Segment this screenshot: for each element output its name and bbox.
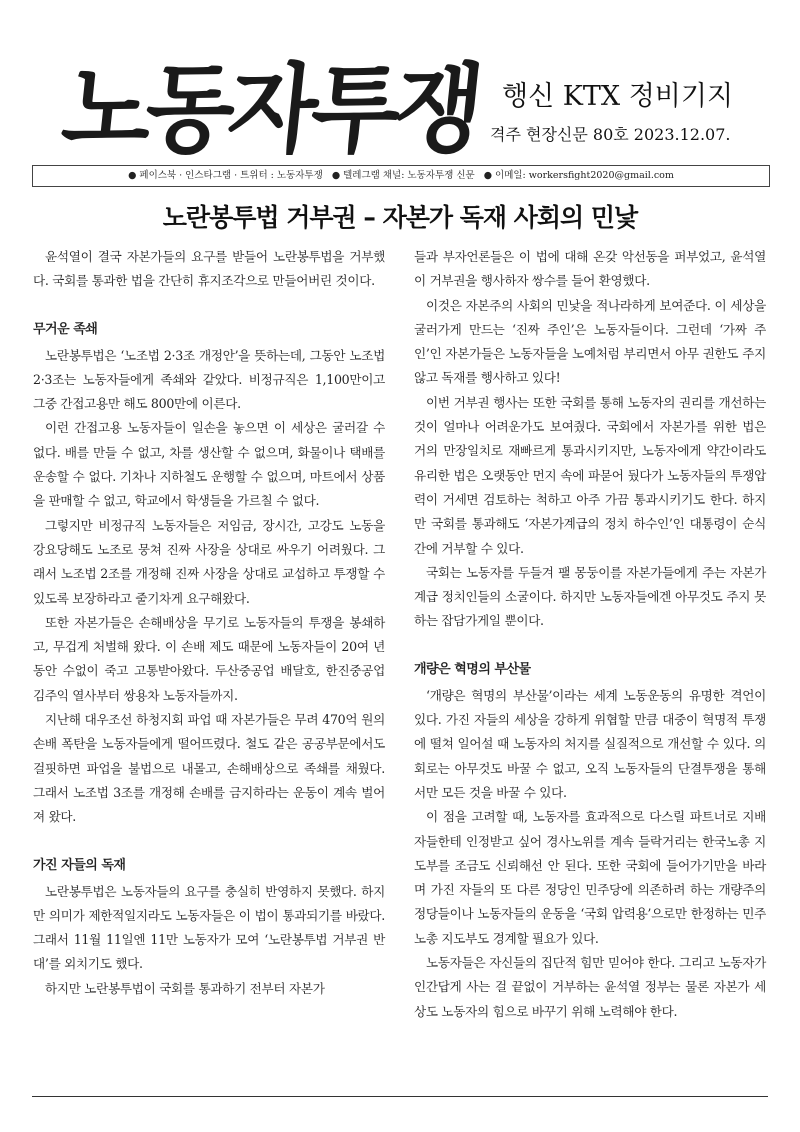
paragraph: 하지만 노란봉투법이 국회를 통과하기 전부터 자본가 (45, 980, 325, 996)
telegram-info: ● 텔레그램 채널: 노동자투쟁 신문 (331, 170, 475, 181)
paragraph: 노란봉투법은 ‘노조법 2·3조 개정안’을 뜻하는데, 그동안 노조법 2·3조는 노동자들에게 족쇄와 같았다. 비정규직은 1,100만이고 그중 간접고용만 해도 800만에 이른다. (33, 347, 385, 412)
newspaper-logo: 노동자투쟁 (57, 53, 484, 166)
email-info: ● 이메일: workersfight2020@gmail.com (483, 170, 674, 181)
paragraph: 그렇지만 비정규직 노동자들은 저임금, 장시간, 고강도 노동을 강요당해도 노조로 뭉쳐 진짜 사장을 상대로 싸우기 어려웠다. 그래서 노조법 2조를 개정해 진짜 사장을 상대로 교섭하고 투쟁할 수 있도록 보장하라고 줄기차게 요구해왔다. (33, 517, 385, 606)
bottom-divider (32, 1096, 768, 1097)
workplace-title: 행신 KTX 정비기지 (502, 81, 734, 112)
paragraph: 노란봉투법은 노동자들의 요구를 충실히 반영하지 못했다. 하지만 의미가 제한적일지라도 노동자들은 이 법이 통과되기를 바랐다. 그래서 11월 11일엔 11만 노동자가 모여 ‘노란봉투법 거부권 반대’를 외치기도 했다. (33, 883, 385, 972)
paragraph: 이 점을 고려할 때, 노동자를 효과적으로 다스릴 파트너로 지배자들한테 인정받고 싶어 경사노위를 계속 들락거리는 한국노총 지도부를 조금도 신뢰해선 안 된다. 또한 국회에 들어가기만을 바라며 가진 자들의 또 다른 정당인 민주당에 의존하려 하는 개량주의 정당들이나 노동자들의 운동을 ‘국회 압력용’으로만 한정하는 민주노총 지도부도 경계할 필요가 있다. (414, 809, 766, 946)
paragraph: 이번 거부권 행사는 또한 국회를 통해 노동자의 권리를 개선하는 것이 얼마나 어려운가도 보여줬다. 국회에서 자본가를 위한 법은 거의 만장일치로 재빠르게 통과시키지만, 노동자에게 약간이라도 유리한 법은 오랫동안 먼지 속에 파묻어 뒀다가 노동자들의 투쟁압력이 거세면 검토하는 척하고 아주 가끔 통과시키기도 한다. 하지만 국회를 통과해도 ‘자본가계급의 정치 하수인’인 대통령이 순식간에 거부할 수 있다. (414, 394, 766, 556)
paragraph: 이런 간접고용 노동자들이 일손을 놓으면 이 세상은 굴러갈 수 없다. 배를 만들 수 없고, 차를 생산할 수 없으며, 화물이나 택배를 운송할 수 없다. 기차나 지하철도 운행할 수 없으며, 마트에서 상품을 판매할 수 없고, 학교에서 학생들을 가르칠 수 없다. (33, 420, 385, 509)
contact-bar (32, 165, 770, 187)
article-headline: 노란봉투법 거부권 – 자본가 독재 사회의 민낯 (162, 203, 638, 232)
paragraph: 윤석열이 결국 자본가들의 요구를 받들어 노란봉투법을 거부했다. 국회를 통과한 법을 간단히 휴지조각으로 만들어버린 것이다. (33, 249, 385, 289)
right-column (414, 245, 766, 1024)
issue-info: 격주 현장신문 80호 2023.12.07. (490, 125, 731, 144)
masthead (32, 40, 772, 165)
sns-info: ● 페이스북 · 인스타그램 · 트위터 : 노동자투쟁 (128, 170, 323, 181)
paragraph: 들과 부자언론들은 이 법에 대해 온갖 악선동을 퍼부었고, 윤석열이 거부권을 행사하자 쌍수를 들어 환영했다. (414, 249, 766, 289)
paragraph: ‘개량은 혁명의 부산물’이라는 세계 노동운동의 유명한 격언이 있다. 가진 자들의 세상을 강하게 위협할 만큼 대중이 혁명적 투쟁에 떨쳐 일어설 때 노동자의 처지를 실질적으로 개선할 수 있다. 의회로는 아무것도 바꿀 수 없고, 오직 노동자들의 단결투쟁을 통해서만 모든 것을 바꿀 수 있다. (414, 687, 766, 800)
paragraph: 지난해 대우조선 하청지회 파업 때 자본가들은 무려 470억 원의 손배 폭탄을 노동자들에게 떨어뜨렸다. 철도 같은 공공부문에서도 걸핏하면 파업을 불법으로 내몰고, 손해배상으로 족쇄를 채웠다. 그래서 노조법 3조를 개정해 손배를 금지하라는 운동이 계속 벌어져 왔다. (33, 712, 385, 825)
paragraph: 이것은 자본주의 사회의 민낯을 적나라하게 보여준다. 이 세상을 굴러가게 만드는 ‘진짜 주인’은 노동자들이다. 그런데 ‘가짜 주인’인 자본가들은 노동자들을 노예처럼 부리면서 아무 권한도 주지 않고 독재를 행사하고 있다! (414, 297, 766, 386)
paragraph: 국회는 노동자를 두들겨 팰 몽둥이를 자본가들에게 주는 자본가계급 정치인들의 소굴이다. 하지만 노동자들에겐 아무것도 주지 못하는 잡담가게일 뿐이다. (414, 564, 766, 629)
left-column (33, 245, 385, 1001)
section-heading: 무거운 족쇄 (33, 321, 98, 337)
section-heading: 개량은 혁명의 부산물 (414, 661, 531, 677)
paragraph: 또한 자본가들은 손해배상을 무기로 노동자들의 투쟁을 봉쇄하고, 무겁게 처벌해 왔다. 이 손배 제도 때문에 노동자들이 20여 년 동안 수없이 죽고 고통받아왔다. 두산중공업 배달호, 한진중공업 김주익 열사부터 쌍용차 노동자들까지. (33, 614, 385, 703)
section-heading: 가진 자들의 독재 (33, 857, 126, 873)
paragraph: 노동자들은 자신들의 집단적 힘만 믿어야 한다. 그리고 노동자가 인간답게 사는 걸 끝없이 거부하는 윤석열 정부는 물론 자본가 세상도 노동자의 힘으로 바꾸기 위해 노력해야 한다. (414, 955, 766, 1019)
